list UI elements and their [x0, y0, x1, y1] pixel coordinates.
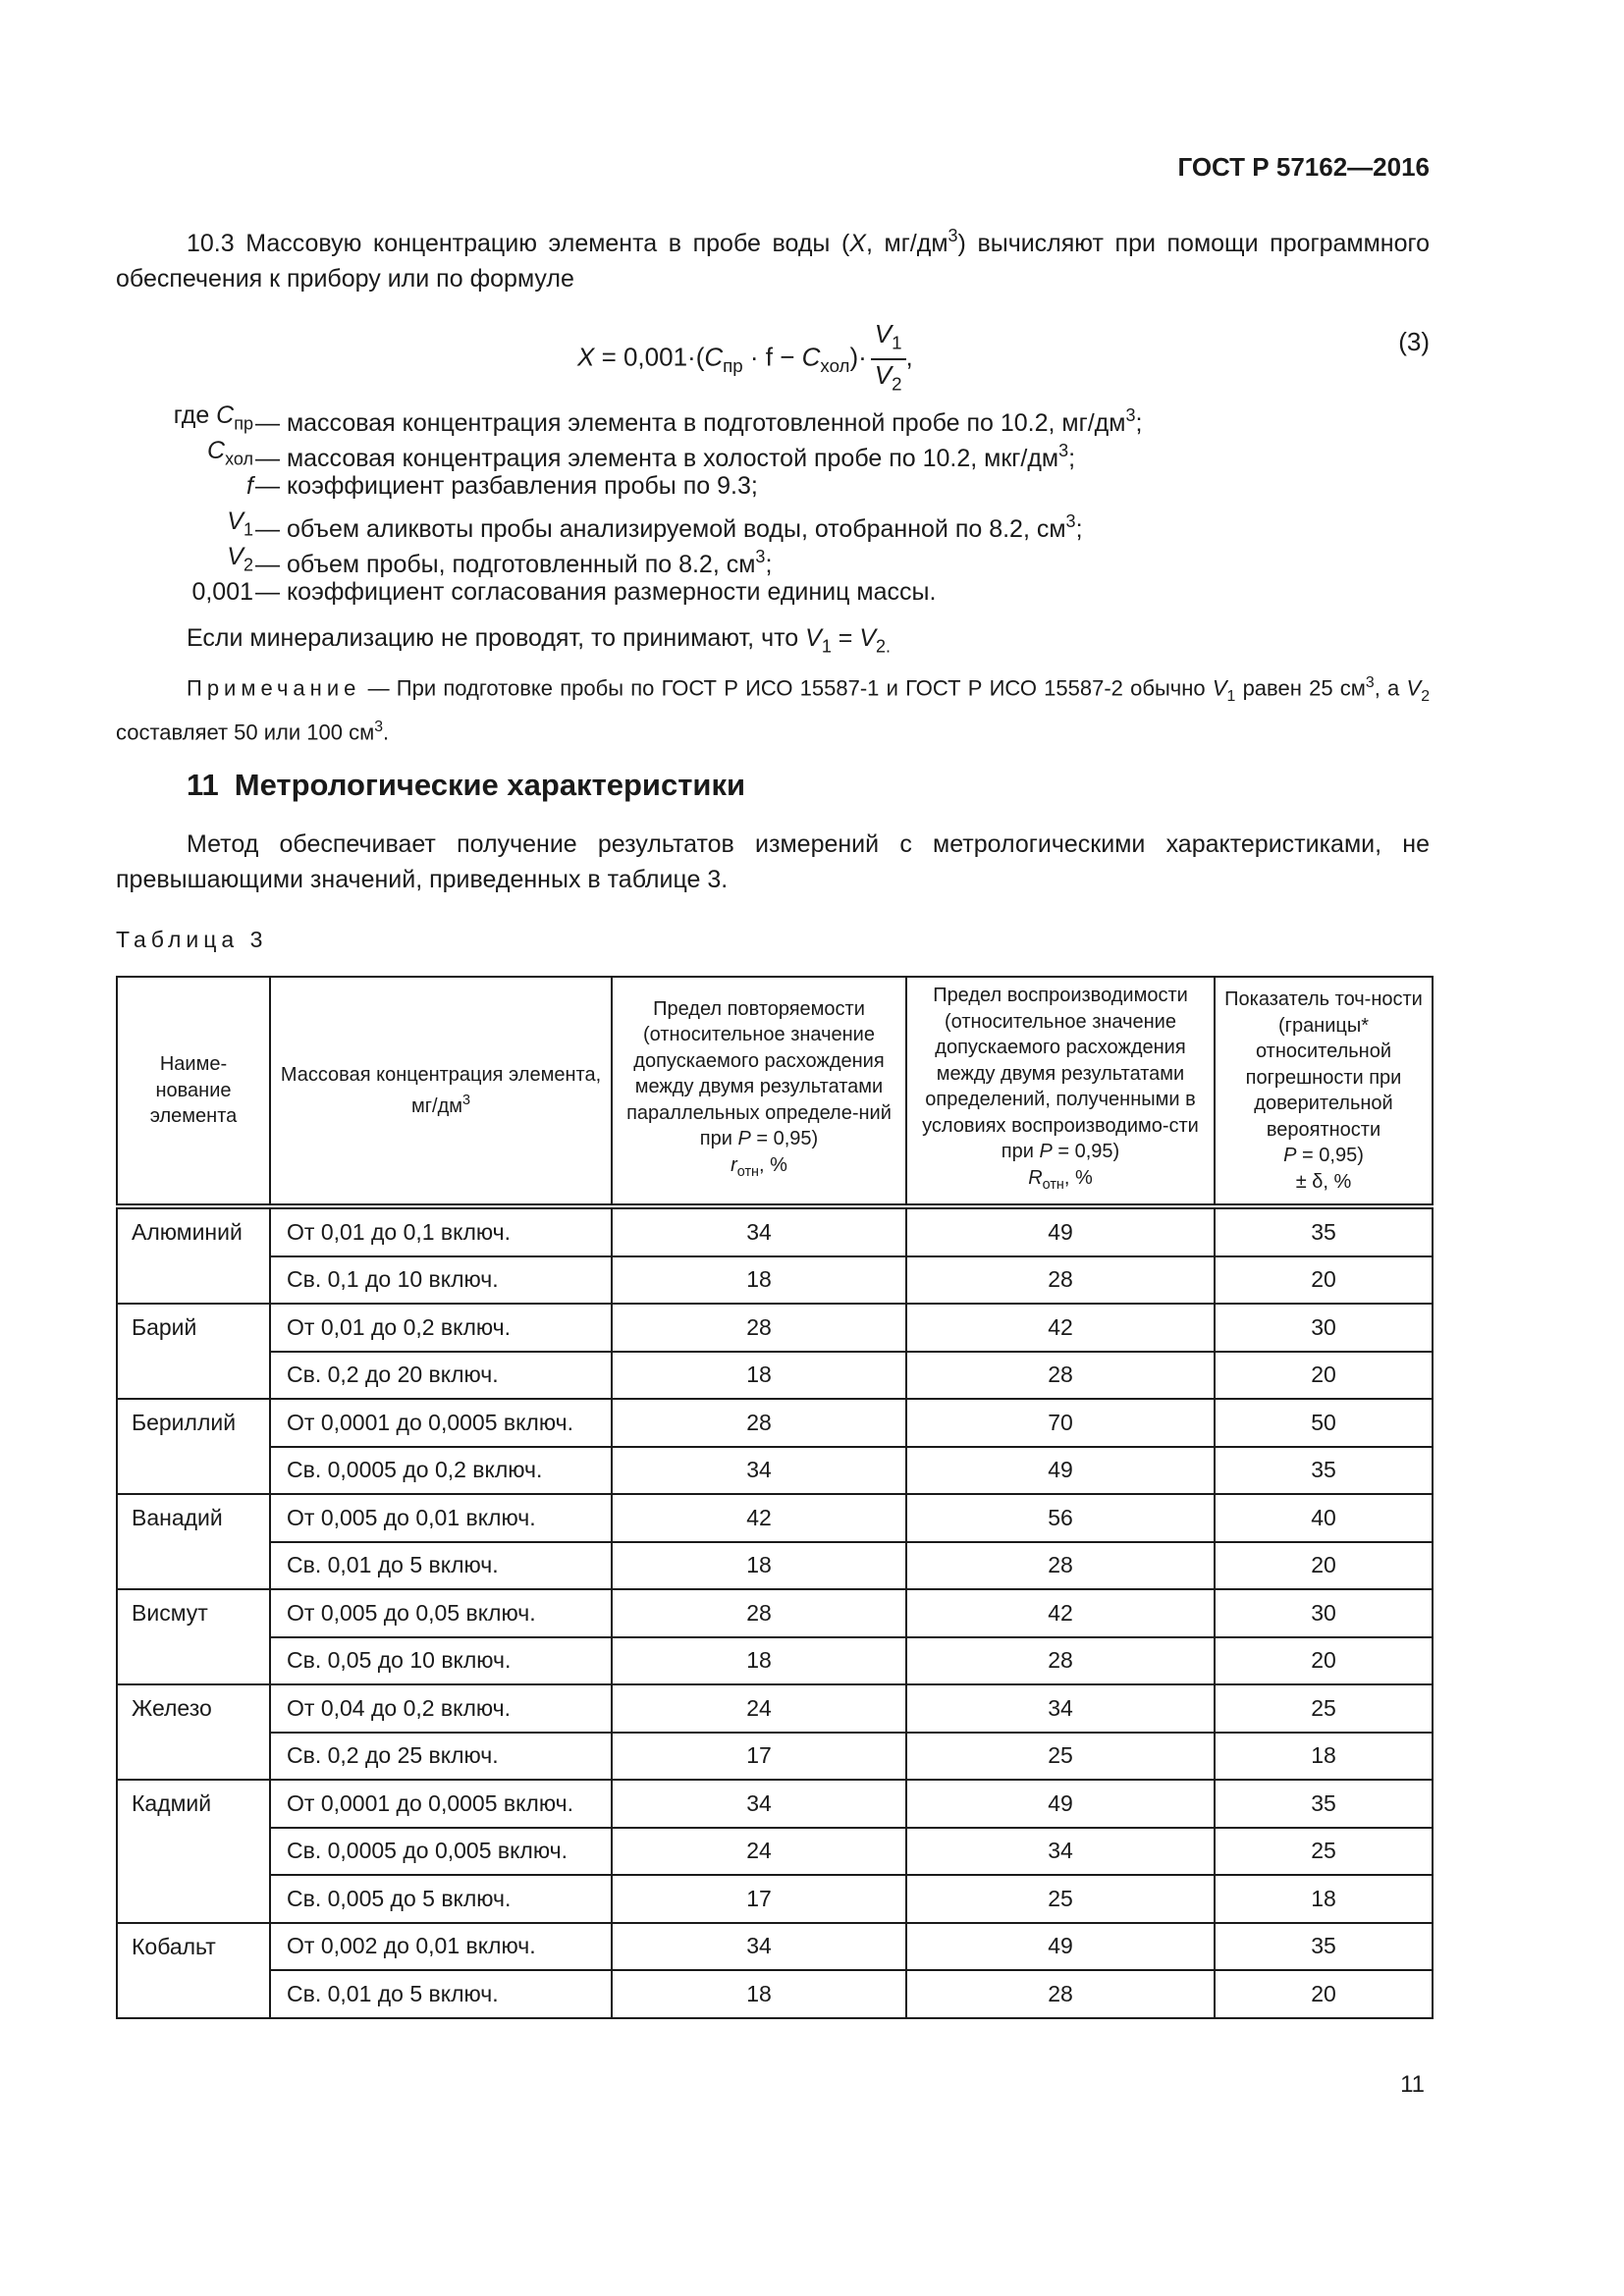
reproducibility-cell: 25 — [906, 1875, 1215, 1923]
formula-definitions — [116, 398, 1142, 610]
table-row — [117, 1828, 1433, 1876]
p103-var-x: X — [849, 229, 866, 257]
reproducibility-cell: 28 — [906, 1970, 1215, 2018]
accuracy-cell: 20 — [1215, 1542, 1433, 1590]
table-row — [117, 1780, 1433, 1828]
accuracy-cell: 30 — [1215, 1304, 1433, 1352]
header-accuracy: Показатель точ-ности (границы* относительной погрешности при доверительной вероятности P = 0,95) ± δ, % — [1215, 977, 1433, 1206]
range-cell: Св. 0,1 до 10 включ. — [270, 1256, 612, 1305]
accuracy-cell: 18 — [1215, 1733, 1433, 1781]
table-row — [117, 1542, 1433, 1590]
section-title: Метрологические характеристики — [234, 768, 746, 802]
repeatability-cell: 18 — [612, 1352, 906, 1400]
element-cell: Барий — [117, 1304, 270, 1399]
reproducibility-cell: 25 — [906, 1733, 1215, 1781]
element-cell: Алюминий — [117, 1206, 270, 1304]
range-cell: От 0,01 до 0,2 включ. — [270, 1304, 612, 1352]
table-row — [117, 1733, 1433, 1781]
formula-fraction — [871, 319, 906, 399]
table-row — [117, 1875, 1433, 1923]
range-cell: Св. 0,01 до 5 включ. — [270, 1970, 612, 2018]
p103-suffix: ) вычисляют при помощи программного обеспечения к прибору или по формуле — [116, 229, 1430, 293]
formula-3 — [116, 309, 1430, 395]
table-header-row — [117, 977, 1433, 1206]
reproducibility-cell: 28 — [906, 1256, 1215, 1305]
note-label: Примечание — [187, 675, 361, 701]
definition-row: $V_2$ — объем пробы, подготовленный по 8.2, $см^3$; — [227, 543, 773, 578]
reproducibility-cell: 28 — [906, 1352, 1215, 1400]
repeatability-cell: 42 — [612, 1494, 906, 1542]
reproducibility-cell: 28 — [906, 1637, 1215, 1685]
table-row — [117, 1637, 1433, 1685]
accuracy-cell: 35 — [1215, 1923, 1433, 1971]
repeatability-cell: 34 — [612, 1780, 906, 1828]
reproducibility-cell: 70 — [906, 1399, 1215, 1447]
formula-coef: = 0,001·( — [594, 342, 705, 372]
repeatability-cell: 28 — [612, 1304, 906, 1352]
accuracy-cell: 40 — [1215, 1494, 1433, 1542]
range-cell: Св. 0,2 до 25 включ. — [270, 1733, 612, 1781]
accuracy-cell: 20 — [1215, 1256, 1433, 1305]
section-number: 11 — [187, 768, 219, 802]
range-cell: От 0,0001 до 0,0005 включ. — [270, 1780, 612, 1828]
formula-c2: C — [801, 342, 821, 372]
repeatability-cell: 34 — [612, 1923, 906, 1971]
repeatability-cell: 18 — [612, 1637, 906, 1685]
header-element: Наиме- нование элемента — [117, 977, 270, 1206]
formula-comma: , — [905, 342, 913, 372]
accuracy-cell: 25 — [1215, 1684, 1433, 1733]
range-cell: От 0,04 до 0,2 включ. — [270, 1684, 612, 1733]
repeatability-cell: 18 — [612, 1970, 906, 2018]
reproducibility-cell: 49 — [906, 1923, 1215, 1971]
table-row — [117, 1399, 1433, 1447]
repeatability-cell: 34 — [612, 1206, 906, 1256]
table-caption: Таблица 3 — [116, 927, 268, 952]
accuracy-cell: 25 — [1215, 1828, 1433, 1876]
paragraph-10-3 — [116, 218, 1430, 296]
repeatability-cell: 28 — [612, 1399, 906, 1447]
section-intro: Метод обеспечивает получение результатов измерений с метрологическими характеристиками, не превышающими значений, приведенных в таблице 3. — [116, 830, 1430, 893]
repeatability-cell: 17 — [612, 1875, 906, 1923]
table-row — [117, 1447, 1433, 1495]
note-paragraph: Примечание — При подготовке пробы по ГОСТ Р ИСО 15587-1 и ГОСТ Р ИСО 15587-2 обычно $V_1$ равен 25 $см^3$, а $V_2$ составляет 50 или 100 $см^3$. — [116, 674, 1431, 745]
section-heading — [187, 768, 745, 803]
definition-row: 0,001 — коэффициент согласования размерности единиц массы. — [191, 578, 937, 606]
repeatability-cell: 18 — [612, 1256, 906, 1305]
range-cell: От 0,005 до 0,05 включ. — [270, 1589, 612, 1637]
reproducibility-cell: 28 — [906, 1542, 1215, 1590]
definition-row: $V_1$ — объем аликвоты пробы анализируемой воды, отобранной по 8.2, $см^3$; — [227, 507, 1083, 543]
repeatability-cell: 28 — [612, 1589, 906, 1637]
formula-close: )· — [849, 342, 867, 372]
table-row — [117, 1256, 1433, 1305]
reproducibility-cell: 34 — [906, 1828, 1215, 1876]
document-header: ГОСТ Р 57162—2016 — [1177, 152, 1430, 182]
formula-c1-sub: пр — [723, 354, 743, 376]
metrology-table — [116, 976, 1434, 2019]
formula-lhs: X — [577, 342, 595, 372]
accuracy-cell: 20 — [1215, 1637, 1433, 1685]
range-cell: Св. 0,0005 до 0,005 включ. — [270, 1828, 612, 1876]
reproducibility-cell: 49 — [906, 1447, 1215, 1495]
accuracy-cell: 35 — [1215, 1780, 1433, 1828]
range-cell: От 0,0001 до 0,0005 включ. — [270, 1399, 612, 1447]
reproducibility-cell: 42 — [906, 1589, 1215, 1637]
reproducibility-cell: 34 — [906, 1684, 1215, 1733]
table-row — [117, 1589, 1433, 1637]
p103-unit: , мг/дм — [865, 229, 948, 257]
accuracy-cell: 30 — [1215, 1589, 1433, 1637]
range-cell: Св. 0,005 до 5 включ. — [270, 1875, 612, 1923]
definition-row: где $C_{пр}$ — массовая концентрация элемента в подготовленной пробе по 10.2, $мг/дм^3$; — [173, 401, 1143, 437]
range-cell: Св. 0,01 до 5 включ. — [270, 1542, 612, 1590]
definition-row: f — коэффициент разбавления пробы по 9.3; — [246, 472, 758, 500]
page-number: 11 — [1400, 2071, 1425, 2098]
fraction-numerator: $V_1$ — [871, 319, 906, 360]
reproducibility-cell: 56 — [906, 1494, 1215, 1542]
accuracy-cell: 20 — [1215, 1352, 1433, 1400]
table-row — [117, 1352, 1433, 1400]
repeatability-cell: 24 — [612, 1828, 906, 1876]
element-cell: Кобальт — [117, 1923, 270, 2018]
range-cell: Св. 0,2 до 20 включ. — [270, 1352, 612, 1400]
table-row — [117, 1970, 1433, 2018]
formula-expression — [577, 319, 913, 399]
reproducibility-cell: 49 — [906, 1780, 1215, 1828]
element-cell: Бериллий — [117, 1399, 270, 1494]
fraction-denominator: $V_2$ — [874, 359, 902, 395]
accuracy-cell: 35 — [1215, 1447, 1433, 1495]
p103-unit-exp: 3 — [947, 226, 958, 245]
table-row — [117, 1684, 1433, 1733]
repeatability-cell: 24 — [612, 1684, 906, 1733]
mineralization-text: Если минерализацию не проводят, то принимают, что $V_1 = V_{2.}$ — [187, 624, 892, 657]
reproducibility-cell: 42 — [906, 1304, 1215, 1352]
range-cell: Св. 0,05 до 10 включ. — [270, 1637, 612, 1685]
formula-number: (3) — [1398, 327, 1430, 356]
formula-c2-sub: хол — [820, 354, 850, 376]
header-reproducibility: Предел воспроизводимости (относительное значение допускаемого расхождения между двумя результатами определений, полученными в условиях воспроизводимо-сти при P = 0,95) $R_{отн}$, % — [906, 977, 1215, 1206]
accuracy-cell: 50 — [1215, 1399, 1433, 1447]
range-cell: От 0,002 до 0,01 включ. — [270, 1923, 612, 1971]
accuracy-cell: 35 — [1215, 1206, 1433, 1256]
range-cell: Св. 0,0005 до 0,2 включ. — [270, 1447, 612, 1495]
table-body — [117, 1206, 1433, 2018]
table-row — [117, 1494, 1433, 1542]
reproducibility-cell: 49 — [906, 1206, 1215, 1256]
element-cell: Ванадий — [117, 1494, 270, 1589]
formula-c1: C — [704, 342, 724, 372]
repeatability-cell: 34 — [612, 1447, 906, 1495]
formula-times-f: · f − — [742, 342, 802, 372]
range-cell: От 0,005 до 0,01 включ. — [270, 1494, 612, 1542]
accuracy-cell: 20 — [1215, 1970, 1433, 2018]
element-cell: Висмут — [117, 1589, 270, 1684]
element-cell: Железо — [117, 1684, 270, 1780]
element-cell: Кадмий — [117, 1780, 270, 1923]
table-row — [117, 1923, 1433, 1971]
table-row — [117, 1206, 1433, 1256]
repeatability-cell: 17 — [612, 1733, 906, 1781]
p103-prefix: 10.3 Массовую концентрацию элемента в пробе воды ( — [187, 229, 850, 257]
accuracy-cell: 18 — [1215, 1875, 1433, 1923]
header-repeatability: Предел повторяемости (относительное значение допускаемого расхождения между двумя результатами параллельных определе-ний при P = 0,95) $r_{отн}$, % — [612, 977, 906, 1206]
repeatability-cell: 18 — [612, 1542, 906, 1590]
definition-row: $C_{хол}$ — массовая концентрация элемента в холостой пробе по 10.2, мкг/$дм^3$; — [207, 437, 1076, 472]
table-row — [117, 1304, 1433, 1352]
range-cell: От 0,01 до 0,1 включ. — [270, 1206, 612, 1256]
header-concentration: Массовая концентрация элемента, $мг/дм^3$ — [270, 977, 612, 1206]
